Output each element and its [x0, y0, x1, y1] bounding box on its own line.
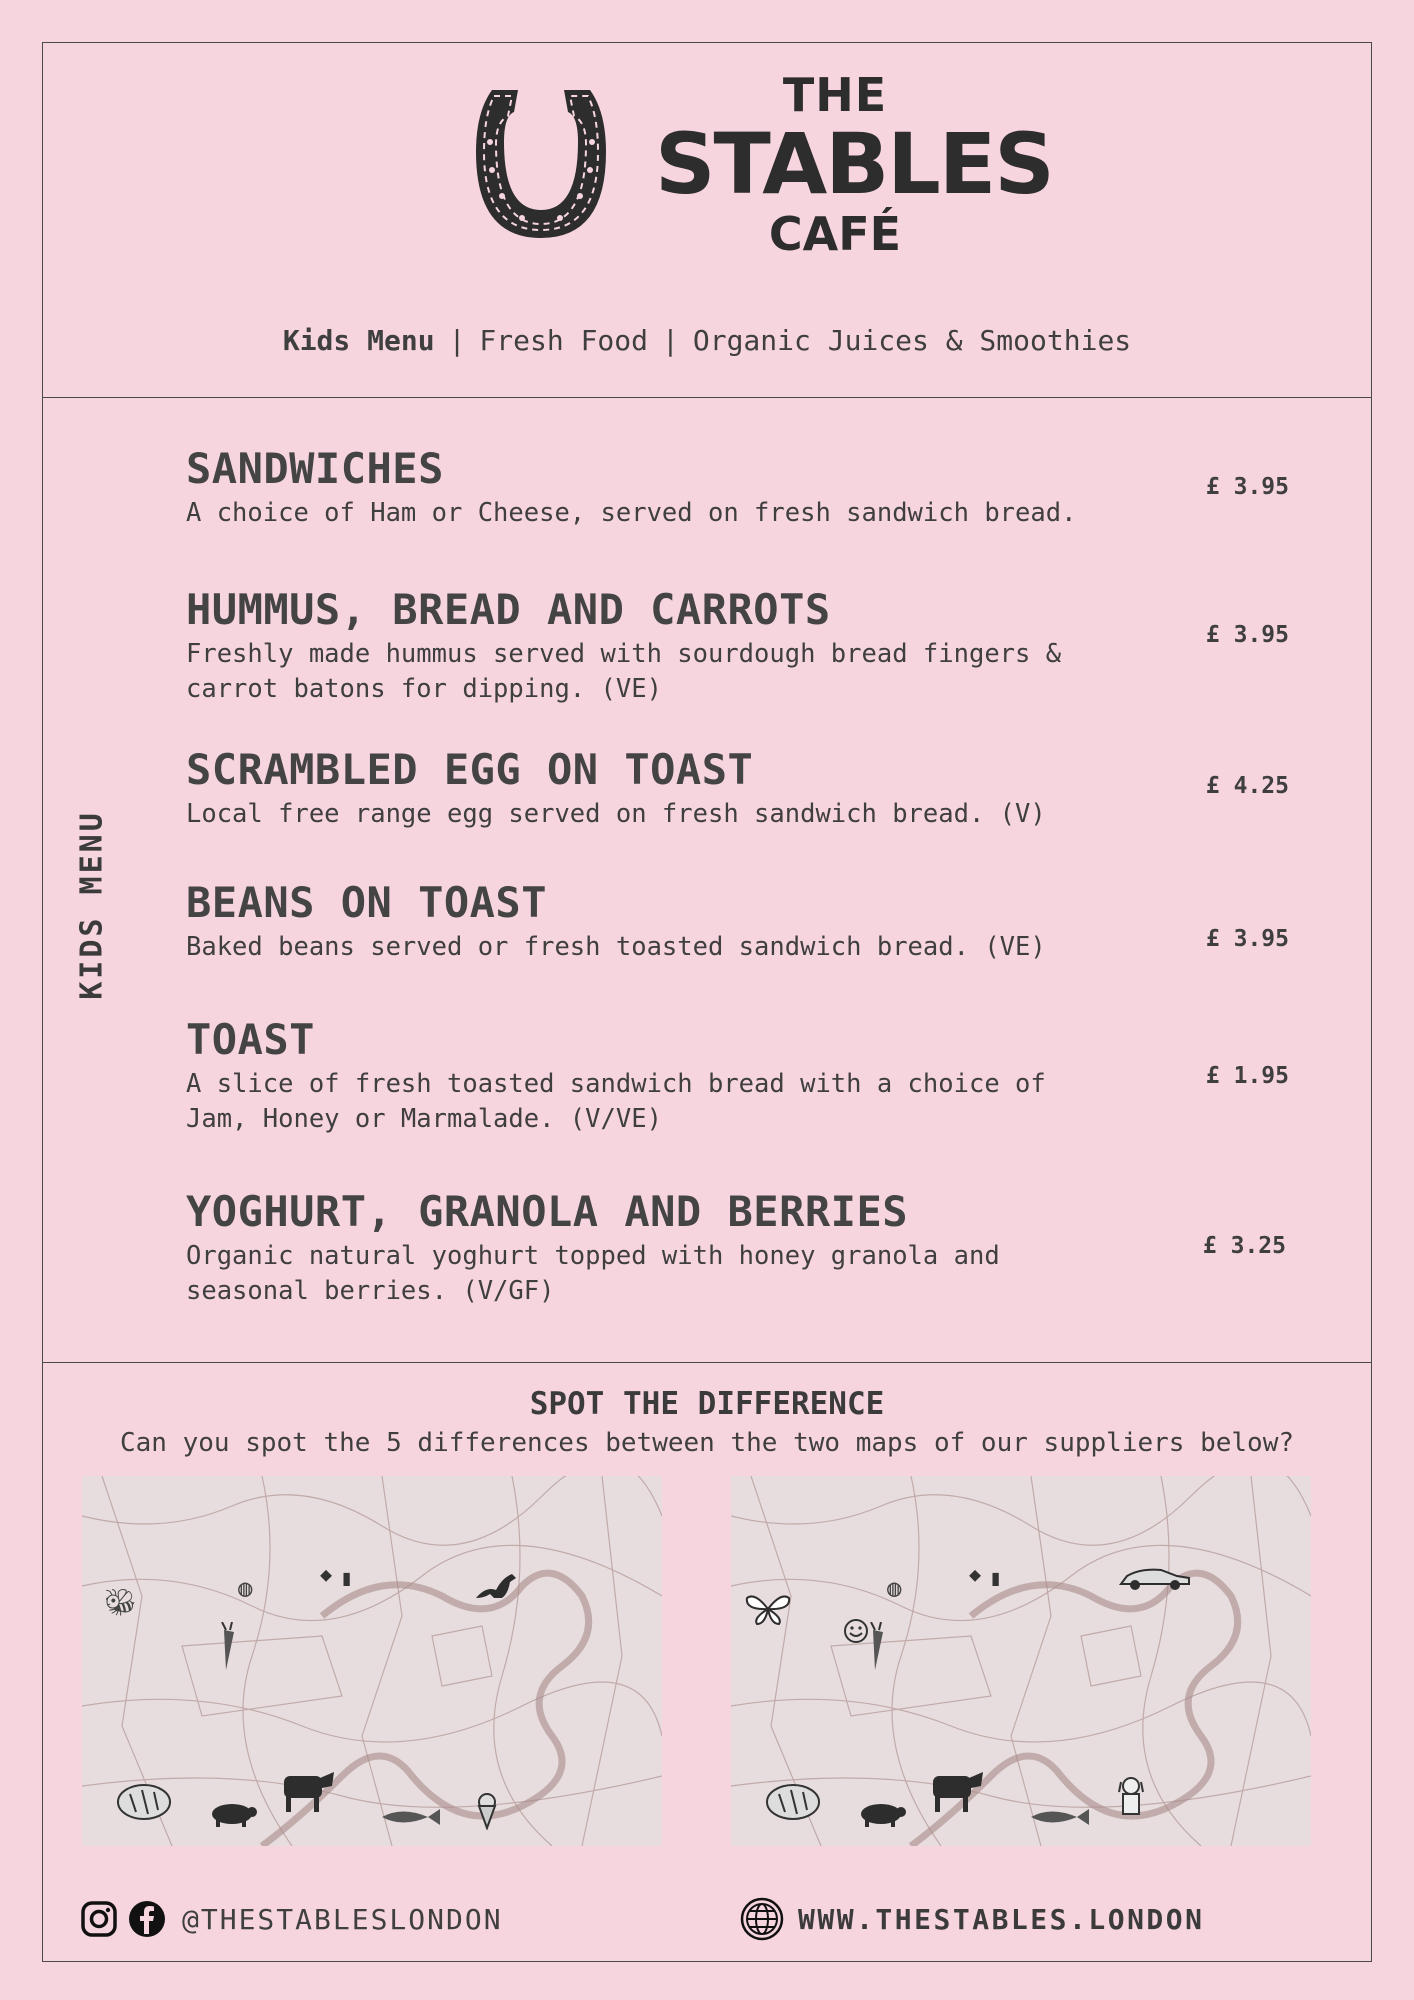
- tagline: [0, 324, 1414, 357]
- brand-cafe: CAFÉ: [768, 207, 902, 261]
- supplier-map-left: [82, 1476, 662, 1846]
- spot-the-difference-title: SPOT THE DIFFERENCE: [529, 1386, 885, 1422]
- social-handle[interactable]: @THESTABLESLONDON: [182, 1902, 503, 1936]
- sourdough-icon: ◍: [887, 1574, 902, 1602]
- carrot-icon: [212, 1622, 242, 1672]
- cow-icon: [274, 1768, 338, 1816]
- instagram-icon[interactable]: [80, 1900, 118, 1938]
- bread-loaf-icon: [116, 1782, 172, 1822]
- tagline-separator: |: [448, 324, 466, 357]
- menu-item-price: £ 4.25: [1205, 773, 1289, 799]
- honey-jar-icon: ▮: [340, 1566, 354, 1591]
- bread-loaf-icon: [765, 1782, 821, 1822]
- menu-item: [186, 745, 1316, 832]
- butterfly-icon: [745, 1592, 791, 1626]
- tagline-fresh-food: Fresh Food: [479, 324, 648, 357]
- menu-item-price: £ 3.95: [1205, 926, 1289, 952]
- tagline-juices: Organic Juices & Smoothies: [692, 324, 1132, 357]
- supplier-map-right: [731, 1476, 1311, 1846]
- menu-item-title: HUMMUS, BREAD AND CARROTS: [186, 585, 831, 634]
- header-divider: [42, 397, 1372, 398]
- tagline-separator: |: [662, 324, 679, 357]
- menu-item-price: £ 3.95: [1205, 474, 1289, 500]
- carrot-icon: [861, 1622, 891, 1672]
- dog-icon: [1115, 1776, 1147, 1816]
- menu-item-description: Organic natural yoghurt topped with honey granola and seasonal berries. (V/GF): [186, 1241, 1000, 1306]
- kids-menu-side-label: KIDS MENU: [74, 810, 110, 1000]
- brand-stables: STABLES: [655, 115, 1053, 213]
- menu-item-title: BEANS ON TOAST: [186, 878, 548, 927]
- menu-item-description: Baked beans served or fresh toasted sandwich bread. (VE): [186, 932, 1046, 962]
- menu-divider: [42, 1362, 1372, 1363]
- website-url[interactable]: WWW.THESTABLES.LONDON: [798, 1902, 1205, 1936]
- sourdough-icon: ◍: [238, 1574, 253, 1602]
- bee-icon: 🐝︎: [104, 1588, 138, 1618]
- honey-jar-icon: ▮: [989, 1566, 1003, 1591]
- cow-icon: [923, 1768, 987, 1816]
- horseshoe-icon: [470, 82, 612, 244]
- tea-bag-icon: ◆: [969, 1562, 982, 1586]
- menu-item-description: A slice of fresh toasted sandwich bread with a choice of Jam, Honey or Marmalade. (V/VE): [186, 1069, 1046, 1134]
- car-icon: [1117, 1566, 1193, 1592]
- menu-item: [186, 585, 1316, 707]
- menu-item-description: A choice of Ham or Cheese, served on fresh sandwich bread.: [186, 498, 1077, 528]
- menu-item-price: £ 3.95: [1205, 622, 1289, 648]
- spot-the-difference-subtitle: Can you spot the 5 differences between the two maps of our suppliers below?: [120, 1428, 1294, 1458]
- social-links: [80, 1898, 503, 1940]
- menu-item-price: £ 1.95: [1205, 1063, 1289, 1089]
- menu-item-description: Local free range egg served on fresh sandwich bread. (V): [186, 799, 1046, 829]
- fish-icon: [378, 1806, 442, 1828]
- brand-the: THE: [782, 68, 888, 122]
- menu-item-title: YOGHURT, GRANOLA AND BERRIES: [186, 1187, 909, 1236]
- pig-icon: [208, 1800, 258, 1828]
- facebook-icon[interactable]: [128, 1900, 166, 1938]
- brand-logo: [655, 68, 1053, 262]
- menu-item: [186, 444, 1316, 531]
- menu-item: [186, 1015, 1316, 1137]
- menu-item-title: SANDWICHES: [186, 444, 444, 493]
- kangaroo-icon: [472, 1568, 520, 1602]
- ice-cream-icon: [474, 1792, 500, 1830]
- menu-item-description: Freshly made hummus served with sourdough bread fingers & carrot batons for dipping. (VE): [186, 639, 1062, 704]
- globe-icon: [740, 1897, 784, 1941]
- fish-icon: [1027, 1806, 1091, 1828]
- menu-item-title: TOAST: [186, 1015, 315, 1064]
- menu-item: [186, 1187, 1316, 1309]
- menu-item: [186, 878, 1316, 965]
- tea-bag-icon: ◆: [320, 1562, 333, 1586]
- tagline-kids-menu: Kids Menu: [282, 324, 435, 357]
- pig-icon: [857, 1800, 907, 1828]
- menu-item-title: SCRAMBLED EGG ON TOAST: [186, 745, 754, 794]
- website-link[interactable]: [740, 1898, 1205, 1940]
- menu-item-price: £ 3.25: [1202, 1233, 1286, 1259]
